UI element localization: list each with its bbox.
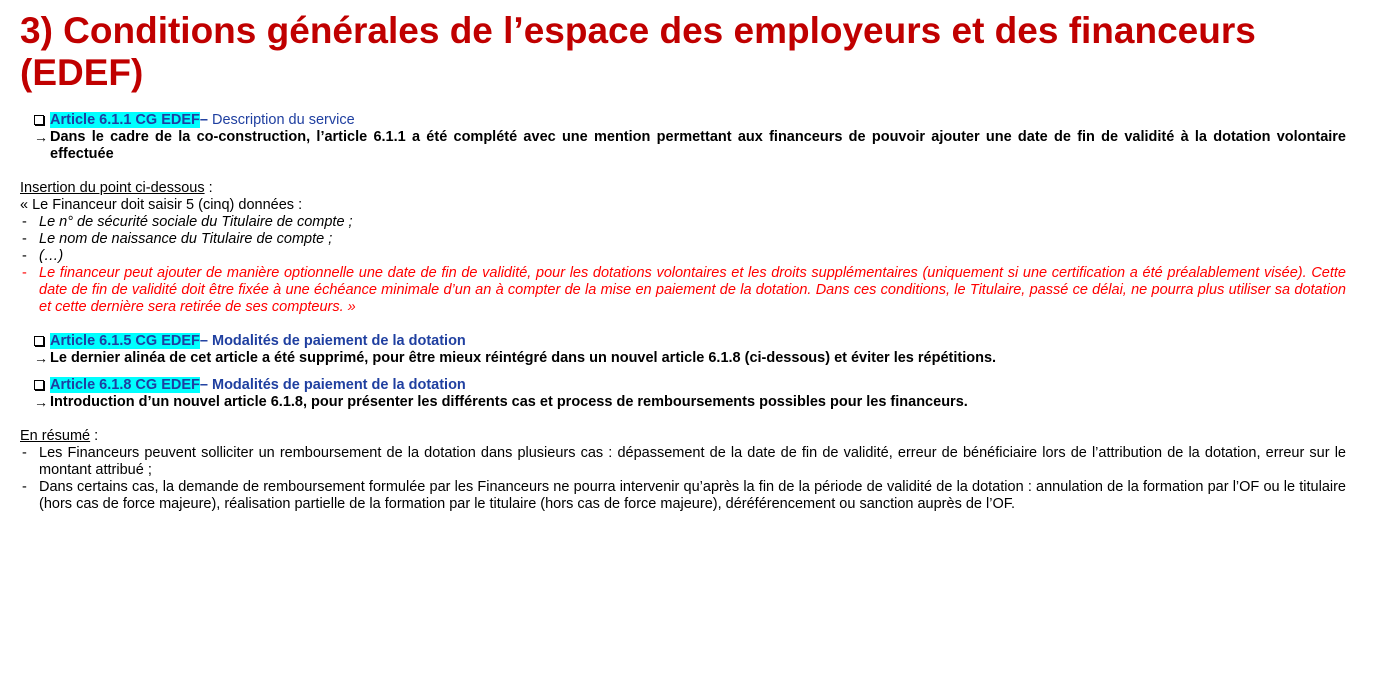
insertion-intro: « Le Financeur doit saisir 5 (cinq) données : [20, 197, 303, 213]
article-label: Article 6.1.1 CG EDEF [50, 112, 200, 128]
section-note [20, 129, 1346, 163]
dash-bullet: - [22, 214, 27, 230]
note-text: Le dernier alinéa de cet article a été supprimé, pour être mieux réintégré dans un nouvel article 6.1.8 (ci-dessous) et éviter les répétitions. [50, 350, 997, 366]
dash-bullet: - [22, 265, 27, 281]
insertion-label: Insertion du point ci-dessous [20, 180, 205, 196]
arrow-icon: → [34, 394, 48, 410]
dash-bullet: - [22, 231, 27, 247]
article-label: Article 6.1.8 CG EDEF [50, 377, 200, 393]
article-heading: Modalités de paiement de la dotation [207, 377, 466, 393]
note-text: Introduction d’un nouvel article 6.1.8, pour présenter les différents cas et process de remboursements possibles pour les financeurs. [50, 394, 968, 410]
section-article-6-1-8 [20, 377, 1346, 394]
list-item [20, 479, 1346, 513]
section-note [20, 350, 1346, 367]
list-item-text: Les Financeurs peuvent solliciter un remboursement de la dotation dans plusieurs cas : dépassement de la date de fin de validité, erreur de bénéficiaire lors de l’attribution de la dotation, erreur sur le montant attribué ; [39, 445, 1346, 478]
summary-label: En résumé [20, 428, 91, 444]
checkbox-bullet-icon [34, 380, 44, 390]
section-note [20, 394, 1346, 411]
note-text: Dans le cadre de la co-construction, l’article 6.1.1 a été complété avec une mention permettant aux financeurs de pouvoir ajouter une date de fin de validité à la dotation volontaire effectuée [50, 129, 1346, 162]
section-article-6-1-5 [20, 333, 1346, 350]
list-item [20, 231, 1346, 248]
article-separator: – [199, 112, 208, 128]
summary-label-suffix: : [90, 428, 99, 444]
list-item [20, 248, 1346, 265]
list-item-text: Le nom de naissance du Titulaire de compte ; [39, 231, 333, 247]
checkbox-bullet-icon [34, 336, 44, 346]
summary-block [20, 428, 1346, 513]
list-item-text: Le n° de sécurité sociale du Titulaire de compte ; [39, 214, 353, 230]
insertion-label-suffix: : [204, 180, 213, 196]
list-item-highlighted [20, 265, 1346, 316]
article-heading: Description du service [207, 112, 355, 128]
checkbox-bullet-icon [34, 115, 44, 125]
list-item [20, 445, 1346, 479]
list-item [20, 214, 1346, 231]
list-item-text: Le financeur peut ajouter de manière optionnelle une date de fin de validité, pour les dotations volontaires et les droits supplémentaires (uniquement si une certification a été préalablement visée). Cette date de fin de validité doit être fixée à une échéance minimale d’un an à compter de la mise en paiement de la dotation. Dans ces conditions, le Titulaire, passé ce délai, ne pourra plus utiliser sa dotation et cette dernière sera retirée de ses compteurs. » [39, 265, 1346, 315]
section-article-6-1-1 [20, 112, 1346, 129]
list-item-text: (…) [39, 248, 64, 264]
article-label: Article 6.1.5 CG EDEF [50, 333, 200, 349]
dash-bullet: - [22, 445, 27, 461]
dash-bullet: - [22, 248, 27, 264]
slide-content [20, 112, 1346, 513]
arrow-icon: → [34, 129, 48, 145]
arrow-icon: → [34, 350, 48, 366]
article-separator: – [199, 377, 208, 393]
page-title: 3) Conditions générales de l’espace des employeurs et des financeurs (EDEF) [20, 10, 1256, 93]
dash-bullet: - [22, 479, 27, 495]
list-item-text: Dans certains cas, la demande de remboursement formulée par les Financeurs ne pourra intervenir qu’après la fin de la période de validité de la dotation : annulation de la formation par l’OF ou le titulaire (hors cas de force majeure), réalisation partielle de la formation par le titulaire (hors cas de force majeure), déréférencement ou sanction auprès de l’OF. [39, 479, 1346, 512]
article-separator: – [199, 333, 208, 349]
article-heading: Modalités de paiement de la dotation [207, 333, 466, 349]
insertion-block [20, 180, 1346, 316]
